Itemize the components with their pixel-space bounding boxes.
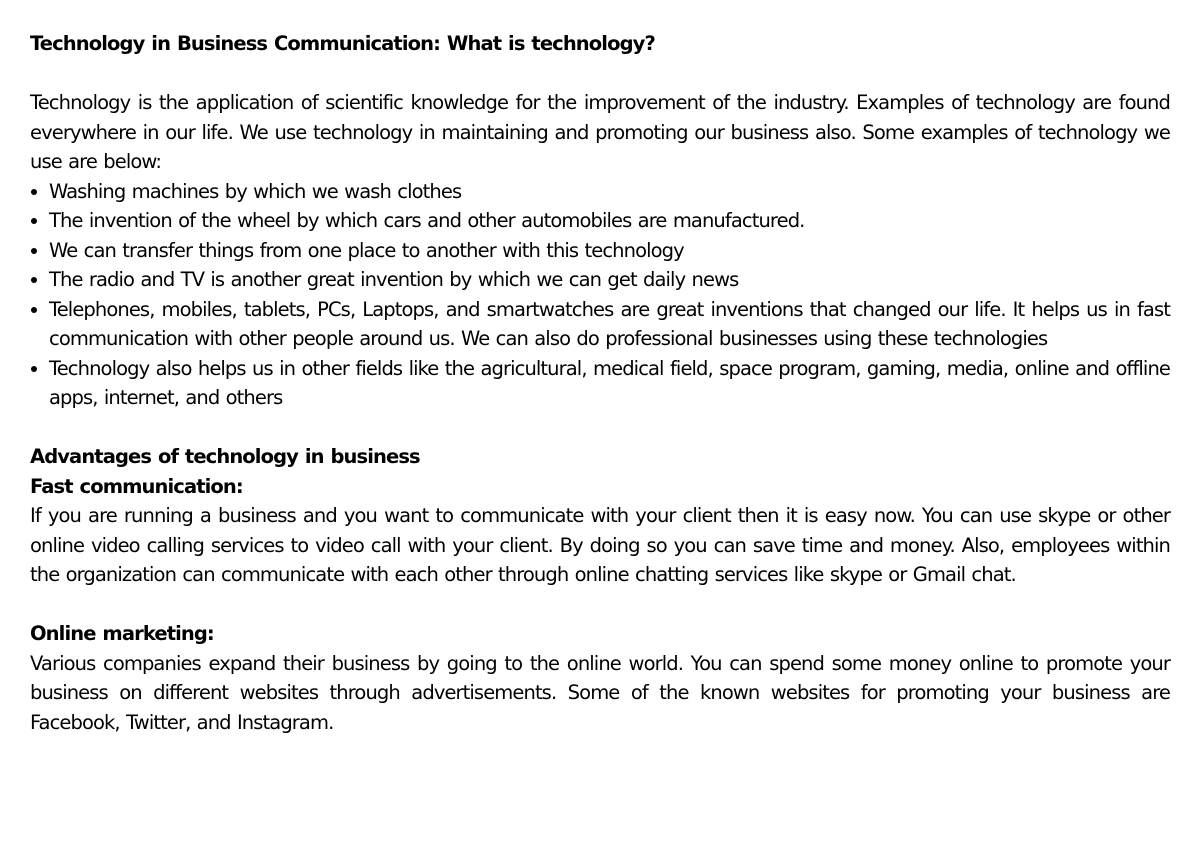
- bullet-icon: [31, 248, 37, 254]
- list-item-text: The invention of the wheel by which cars and other automobiles are manufactured.: [49, 209, 805, 232]
- blank-line: [30, 59, 1170, 89]
- list-item-text: Technology also helps us in other fields like the agricultural, medical field, space program, gaming, media, online and offline apps, internet, and others: [49, 356, 1170, 409]
- bullet-icon: [31, 307, 37, 313]
- intro-paragraph: Technology is the application of scientific knowledge for the improvement of the industry. Examples of technology are found everywhere in our life. We use technology in maintaining and promoting our business also. Some examples of technology we use are below:: [30, 91, 1170, 173]
- list-item-text: The radio and TV is another great invention by which we can get daily news: [49, 268, 739, 291]
- bullet-icon: [31, 366, 37, 372]
- fast-communication-heading: Fast communication:: [30, 474, 243, 498]
- list-item: [30, 206, 1170, 236]
- list-item-text: Washing machines by which we wash clothes: [49, 179, 462, 203]
- bullet-icon: [31, 218, 37, 224]
- document-title: Technology in Business Communication: What is technology?: [30, 32, 655, 55]
- advantages-heading: Advantages of technology in business: [30, 445, 420, 468]
- list-item: [30, 295, 1170, 354]
- online-marketing-paragraph: Various companies expand their business by going to the online world. You can spend some money online to promote your business on different websites through advertisements. Some of the known websites for promoting your business are Facebook, Twitter, and Instagram.: [30, 651, 1170, 734]
- list-item: [30, 177, 1170, 207]
- list-item-text: We can transfer things from one place to another with this technology: [49, 238, 684, 262]
- online-marketing-heading: Online marketing:: [30, 622, 214, 645]
- list-item: [30, 354, 1170, 413]
- list-item: [30, 265, 1170, 295]
- bullet-icon: [31, 277, 37, 283]
- bullet-icon: [31, 189, 37, 195]
- list-item: [30, 236, 1170, 266]
- fast-communication-paragraph: If you are running a business and you want to communicate with your client then it is easy now. You can use skype or other online video calling services to video call with your client. By doing so you can save time and money. Also, employees within the organization can communicate with each other through online chatting services like skype or Gmail chat.: [30, 504, 1170, 586]
- blank-line: [30, 590, 1170, 620]
- blank-line: [30, 413, 1170, 443]
- technology-examples-list: [30, 177, 1170, 413]
- list-item-text: Telephones, mobiles, tablets, PCs, Laptops, and smartwatches are great inventions that changed our life. It helps us in fast communication with other people around us. We can also do professional businesses using these technologies: [49, 297, 1170, 350]
- document-body: [30, 29, 1170, 737]
